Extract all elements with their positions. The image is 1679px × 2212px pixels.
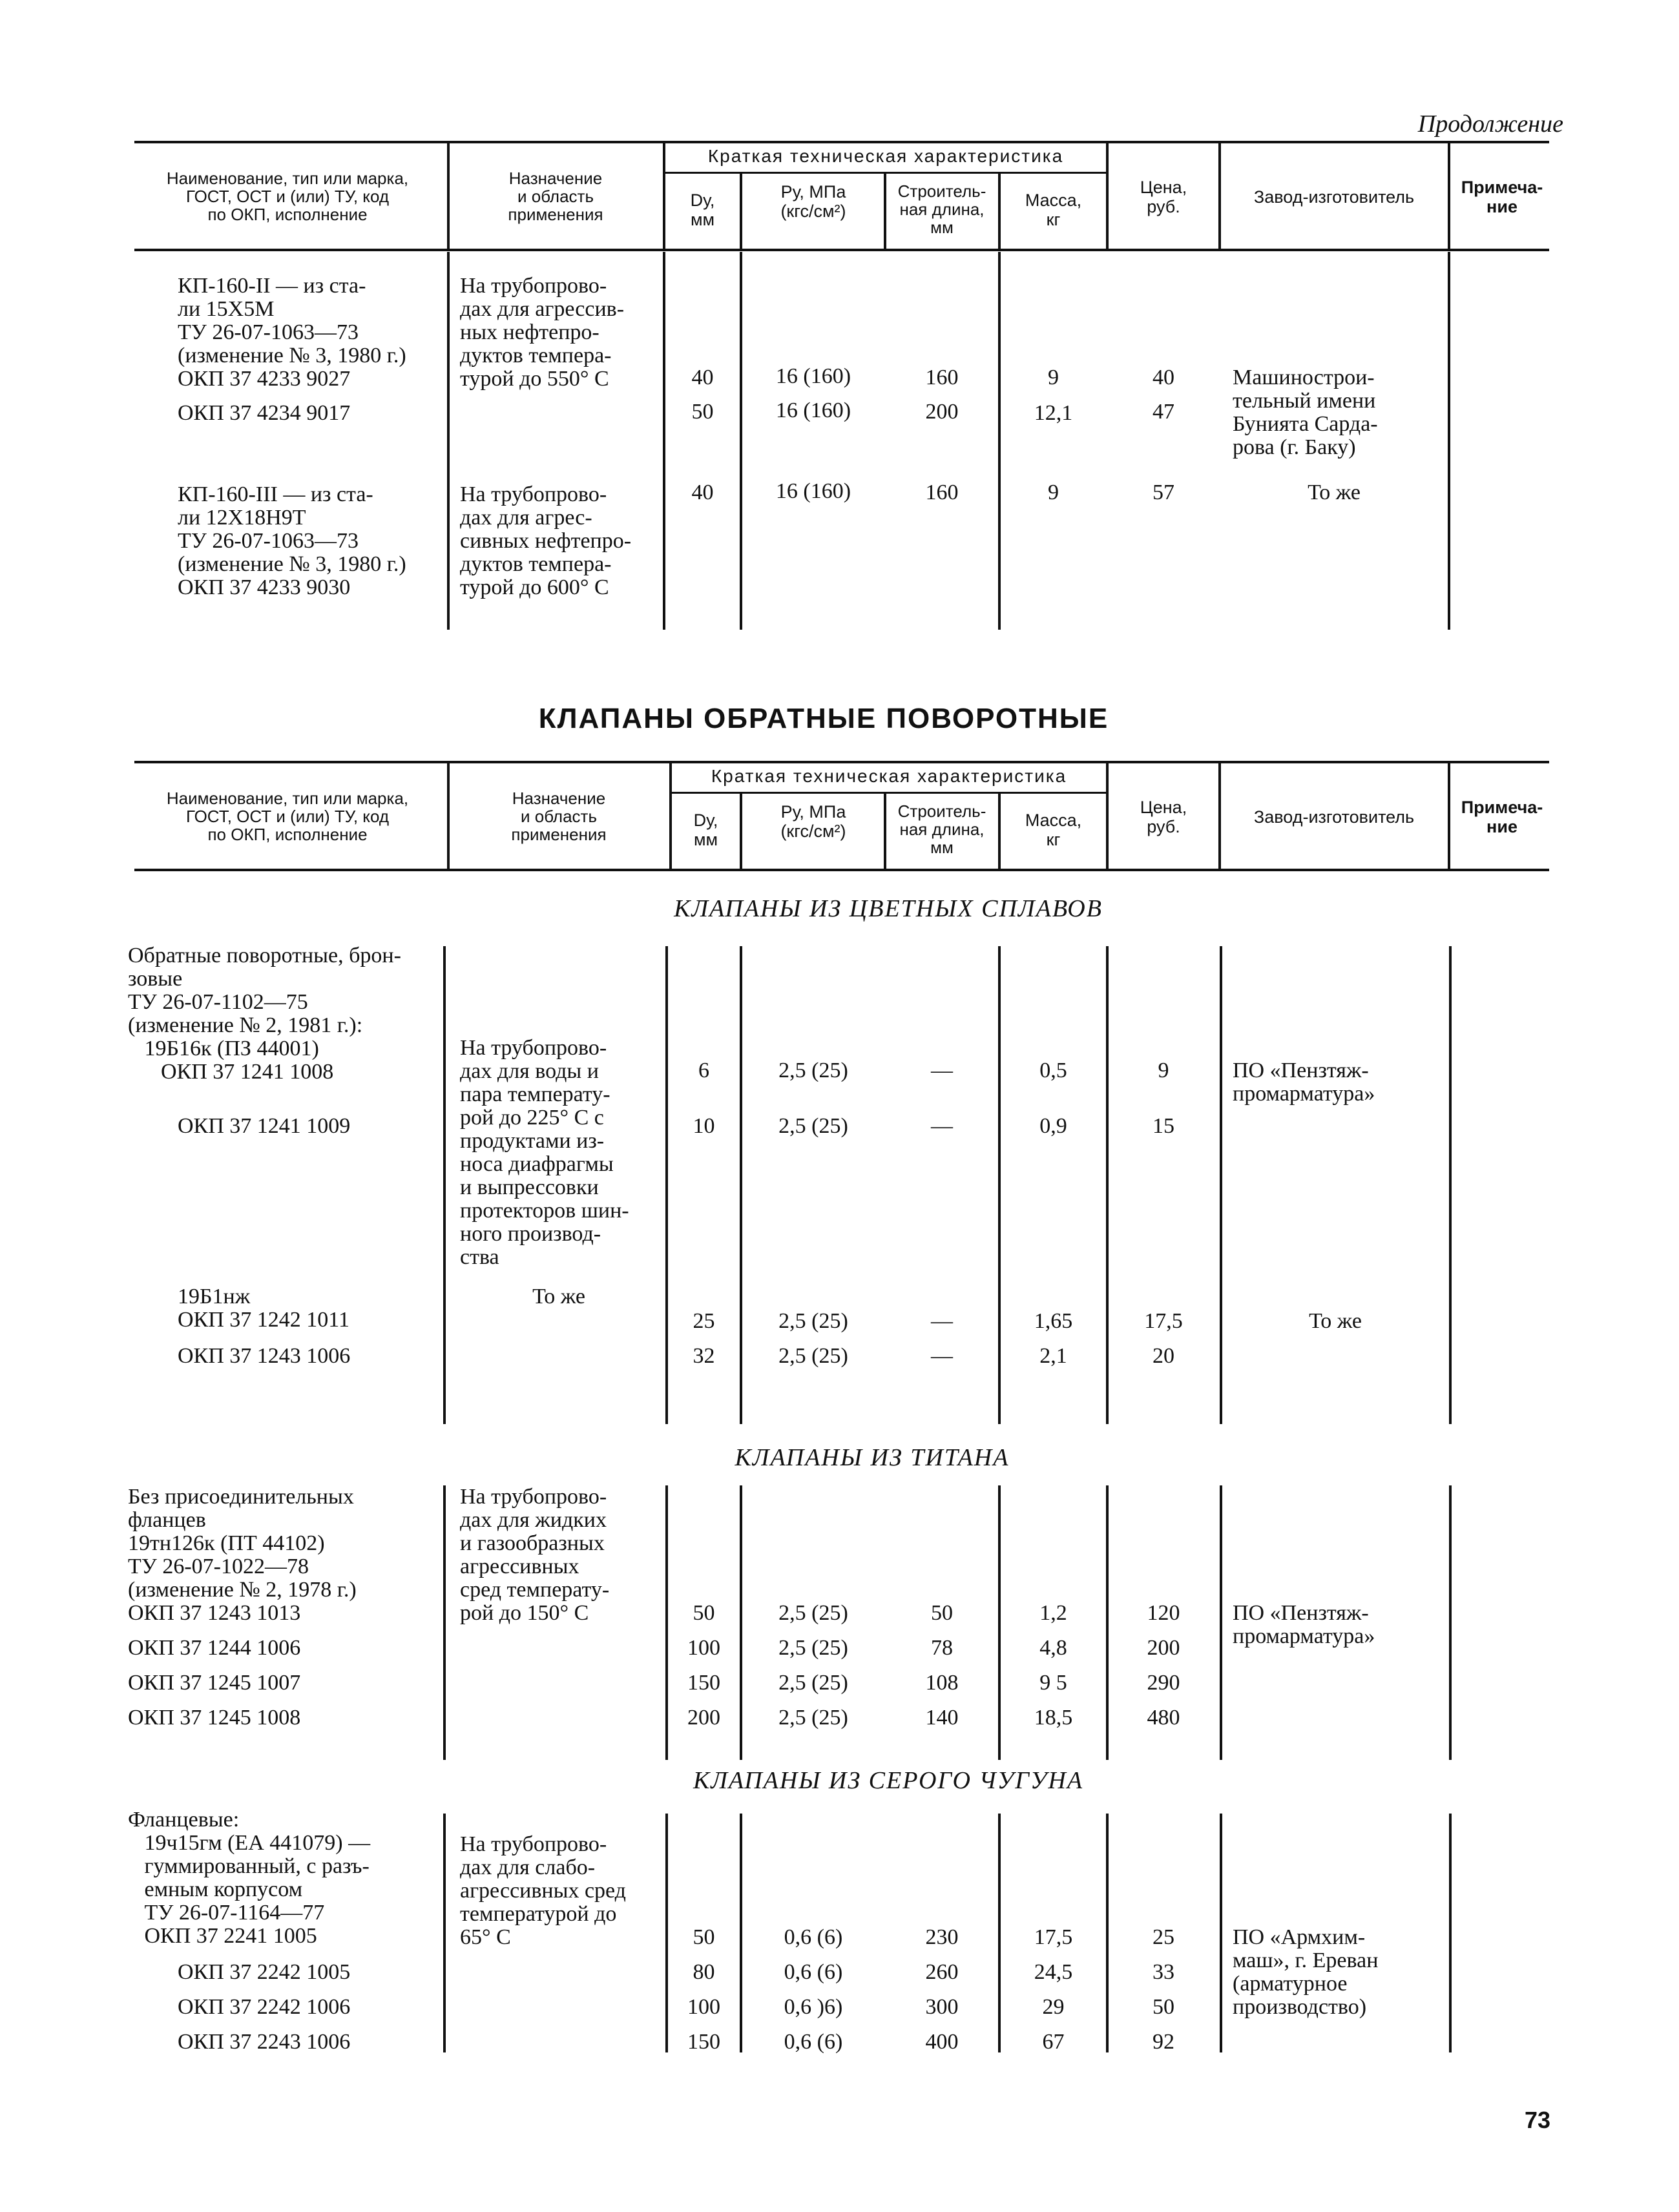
bronze-sub2-maker: То же — [1309, 1309, 1362, 1333]
titan-name: Без присоединительных фланцев 19тн126к (ПТ 44102) ТУ 26-07-1022—78 (изменение № 2, 1978 г.) ОКП 37 1243 1013 — [128, 1485, 357, 1625]
kp160-3-name: КП-160-III — из ста- ли 12Х18Н9Т ТУ 26-07-1063—73 (изменение № 3, 1980 г.) ОКП 37 4233 9030 — [178, 482, 406, 599]
kp160-2-r1-dy: 40 — [691, 366, 714, 389]
bronze-r2-py: 2,5 (25) — [778, 1114, 848, 1138]
titan-r1-len: 50 — [931, 1601, 953, 1625]
header-note: Примеча- ние — [1461, 178, 1543, 216]
kp160-3-r1-py: 16 (160) — [775, 479, 851, 503]
header-maker: Завод-изготовитель — [1253, 187, 1415, 207]
castiron-r3-mass: 29 — [1042, 1995, 1065, 2019]
header-brief-tech: Краткая техническая характеристика — [707, 146, 1064, 166]
titan-r4-price: 480 — [1147, 1706, 1180, 1730]
titan-okp2: ОКП 37 1244 1006 — [128, 1636, 301, 1660]
header2-note: Примеча- ние — [1461, 798, 1543, 836]
castiron-r4-py: 0,6 (6) — [784, 2030, 843, 2054]
bronze-r1-price: 9 — [1158, 1059, 1169, 1082]
castiron-r2-py: 0,6 (6) — [784, 1960, 843, 1984]
top-header-rule — [134, 141, 1549, 143]
titan-r3-dy: 150 — [687, 1671, 720, 1695]
header2-name-col: Наименование, тип или марка, ГОСТ, ОСТ и (или) ТУ, код по ОКП, исполнение — [166, 789, 409, 844]
bronze-r1-dy: 6 — [698, 1059, 709, 1082]
castiron-r4-len: 400 — [925, 2030, 959, 2054]
titan-r1-mass: 1,2 — [1039, 1601, 1067, 1625]
kp160-2-r2-dy: 50 — [691, 400, 714, 424]
bronze-r2-dy: 10 — [693, 1114, 715, 1138]
kp160-2-r2-mass: 12,1 — [1034, 401, 1073, 425]
castiron-r3-price: 50 — [1152, 1995, 1174, 2019]
bronze-r3-dy: 25 — [693, 1309, 715, 1333]
titan-purpose: На трубопрово- дах для жидких и газообразных агрессивных сред температу- рой до 150° С — [460, 1485, 610, 1625]
bronze-r4-mass: 2,1 — [1039, 1344, 1067, 1368]
kp160-2-r2-py: 16 (160) — [775, 398, 851, 422]
castiron-r1-len: 230 — [925, 1925, 959, 1949]
kp160-2-maker: Машинострои- тельный имени Бунията Сарда- рова (г. Баку) — [1233, 366, 1378, 459]
header2-maker: Завод-изготовитель — [1253, 807, 1415, 827]
castiron-r3-dy: 100 — [687, 1995, 720, 2019]
header-name-col: Наименование, тип или марка, ГОСТ, ОСТ и (или) ТУ, код по ОКП, исполнение — [166, 169, 409, 224]
castiron-r2-mass: 24,5 — [1034, 1960, 1073, 1984]
titan-r3-py: 2,5 (25) — [778, 1671, 848, 1695]
bronze-r3-py: 2,5 (25) — [778, 1309, 848, 1333]
castiron-r2-len: 260 — [925, 1960, 959, 1984]
titan-r3-len: 108 — [925, 1671, 959, 1695]
header2-brief-tech: Краткая техническая характеристика — [711, 766, 1067, 786]
castiron-r1-dy: 50 — [693, 1925, 715, 1949]
castiron-okp3: ОКП 37 2242 1006 — [178, 1995, 351, 2019]
kp160-3-r1-price: 57 — [1152, 481, 1174, 504]
continuation-label: Продолжение — [1417, 110, 1563, 138]
bronze-sub2-okp2: ОКП 37 1243 1006 — [178, 1344, 351, 1368]
bronze-okp2: ОКП 37 1241 1009 — [178, 1114, 351, 1138]
bronze-sub2-name: 19Б1нж ОКП 37 1242 1011 — [178, 1285, 350, 1332]
header2-price: Цена, руб. — [1140, 798, 1187, 836]
titan-r4-len: 140 — [925, 1706, 959, 1730]
section-cast-iron: КЛАПАНЫ ИЗ СЕРОГО ЧУГУНА — [693, 1767, 1084, 1794]
bronze-r1-len: — — [931, 1059, 953, 1082]
kp160-2-r1-len: 160 — [925, 366, 959, 389]
top-header-bottom-rule — [134, 249, 1549, 251]
main-title: КЛАПАНЫ ОБРАТНЫЕ ПОВОРОТНЫЕ — [538, 703, 1109, 734]
titan-okp3: ОКП 37 1245 1007 — [128, 1671, 301, 1695]
kp160-2-name: КП-160-II — из ста- ли 15Х5М ТУ 26-07-1063—73 (изменение № 3, 1980 г.) ОКП 37 4233 9027 — [178, 274, 406, 391]
titan-r3-price: 290 — [1147, 1671, 1180, 1695]
kp160-3-purpose: На трубопрово- дах для агрес- сивных нефтепро- дуктов темпера- турой до 600° С — [460, 482, 632, 599]
castiron-okp2: ОКП 37 2242 1005 — [178, 1960, 351, 1984]
kp160-2-r1-price: 40 — [1152, 366, 1174, 389]
header-length: Строитель- ная длина, мм — [897, 181, 986, 237]
bronze-r1-py: 2,5 (25) — [778, 1059, 848, 1082]
bronze-r4-py: 2,5 (25) — [778, 1344, 848, 1368]
kp160-2-r1-mass: 9 — [1048, 366, 1059, 389]
kp160-3-r1-mass: 9 — [1048, 481, 1059, 504]
titan-r1-py: 2,5 (25) — [778, 1601, 848, 1625]
titan-r2-dy: 100 — [687, 1636, 720, 1660]
page-number: 73 — [1525, 2107, 1551, 2133]
titan-r1-price: 120 — [1147, 1601, 1180, 1625]
castiron-r1-mass: 17,5 — [1034, 1925, 1073, 1949]
castiron-r1-py: 0,6 (6) — [784, 1925, 843, 1949]
bronze-r4-price: 20 — [1152, 1344, 1174, 1368]
castiron-maker: ПО «Армхим- маш», г. Ереван (арматурное производство) — [1233, 1925, 1379, 2019]
castiron-r3-len: 300 — [925, 1995, 959, 2019]
header-dy: Dу, мм — [690, 191, 715, 229]
titan-maker: ПО «Пензтяж- промарматура» — [1233, 1601, 1375, 1648]
kp160-2-purpose: На трубопрово- дах для агрессив- ных нефтепро- дуктов темпера- турой до 550° С — [460, 274, 625, 391]
header-price: Цена, руб. — [1140, 178, 1187, 216]
bronze-sub2-purpose: То же — [532, 1285, 585, 1308]
titan-r4-py: 2,5 (25) — [778, 1706, 848, 1730]
titan-r2-price: 200 — [1147, 1636, 1180, 1660]
kp160-3-r1-dy: 40 — [691, 481, 714, 504]
header-purpose-col: Назначение и область применения — [508, 169, 603, 224]
header2-py: Pу, МПа (кгс/см²) — [780, 802, 846, 841]
header2-mass: Масса, кг — [1025, 811, 1082, 849]
titan-r2-len: 78 — [931, 1636, 953, 1660]
castiron-r1-price: 25 — [1152, 1925, 1174, 1949]
kp160-2-okp2: ОКП 37 4234 9017 — [178, 401, 351, 425]
bronze-r4-len: — — [931, 1344, 953, 1368]
bronze-maker: ПО «Пензтяж- промарматура» — [1233, 1059, 1375, 1106]
bronze-r1-mass: 0,5 — [1039, 1059, 1067, 1082]
header2-length: Строитель- ная длина, мм — [897, 801, 986, 857]
titan-r4-dy: 200 — [687, 1706, 720, 1730]
bronze-r2-len: — — [931, 1114, 953, 1138]
kp160-3-r1-len: 160 — [925, 481, 959, 504]
section-nonferrous: КЛАПАНЫ ИЗ ЦВЕТНЫХ СПЛАВОВ — [674, 895, 1103, 922]
castiron-name: Фланцевые: 19ч15гм (ЕА 441079) — гуммированный, с разъ- емным корпусом ТУ 26-07-1164—77 ОКП 37 2241 1005 — [128, 1808, 371, 1948]
kp160-2-r2-len: 200 — [925, 400, 959, 424]
kp160-2-r2-price: 47 — [1152, 400, 1174, 424]
header-mass: Масса, кг — [1025, 191, 1082, 229]
titan-r4-mass: 18,5 — [1034, 1706, 1073, 1730]
section-titanium: КЛАПАНЫ ИЗ ТИТАНА — [735, 1444, 1010, 1471]
bronze-r3-price: 17,5 — [1144, 1309, 1183, 1333]
bronze-purpose: На трубопрово- дах для воды и пара температу- рой до 225° С с продуктами из- носа диафрагмы и выпрессовки протекторов шин- ного производ- ства — [460, 1036, 629, 1269]
titan-okp4: ОКП 37 1245 1008 — [128, 1706, 301, 1730]
kp160-3-maker: То же — [1308, 481, 1361, 504]
bronze-name: Обратные поворотные, брон- зовые ТУ 26-07-1102—75 (изменение № 2, 1981 г.): 19Б16к (ПЗ 44001) ОКП 37 1241 1008 — [128, 944, 401, 1084]
castiron-r4-mass: 67 — [1042, 2030, 1065, 2054]
titan-r2-py: 2,5 (25) — [778, 1636, 848, 1660]
kp160-2-r1-py: 16 (160) — [775, 364, 851, 388]
titan-r3-mass: 9 5 — [1039, 1671, 1067, 1695]
header2-dy: Dу, мм — [693, 811, 718, 849]
titan-r2-mass: 4,8 — [1039, 1636, 1067, 1660]
header2-purpose-col: Назначение и область применения — [511, 789, 607, 844]
castiron-r4-price: 92 — [1152, 2030, 1174, 2054]
castiron-r3-py: 0,6 )6) — [784, 1995, 843, 2019]
bronze-r2-price: 15 — [1152, 1114, 1174, 1138]
bronze-r2-mass: 0,9 — [1039, 1114, 1067, 1138]
castiron-r4-dy: 150 — [687, 2030, 720, 2054]
bronze-r3-mass: 1,65 — [1034, 1309, 1073, 1333]
castiron-r2-dy: 80 — [693, 1960, 715, 1984]
header-py: Pу, МПа (кгс/см²) — [780, 182, 846, 221]
bronze-r4-dy: 32 — [693, 1344, 715, 1368]
castiron-okp4: ОКП 37 2243 1006 — [178, 2030, 351, 2054]
bronze-r3-len: — — [931, 1309, 953, 1333]
titan-r1-dy: 50 — [693, 1601, 715, 1625]
castiron-purpose: На трубопрово- дах для слабо- агрессивных сред температурой до 65° С — [460, 1832, 626, 1949]
castiron-r2-price: 33 — [1152, 1960, 1174, 1984]
